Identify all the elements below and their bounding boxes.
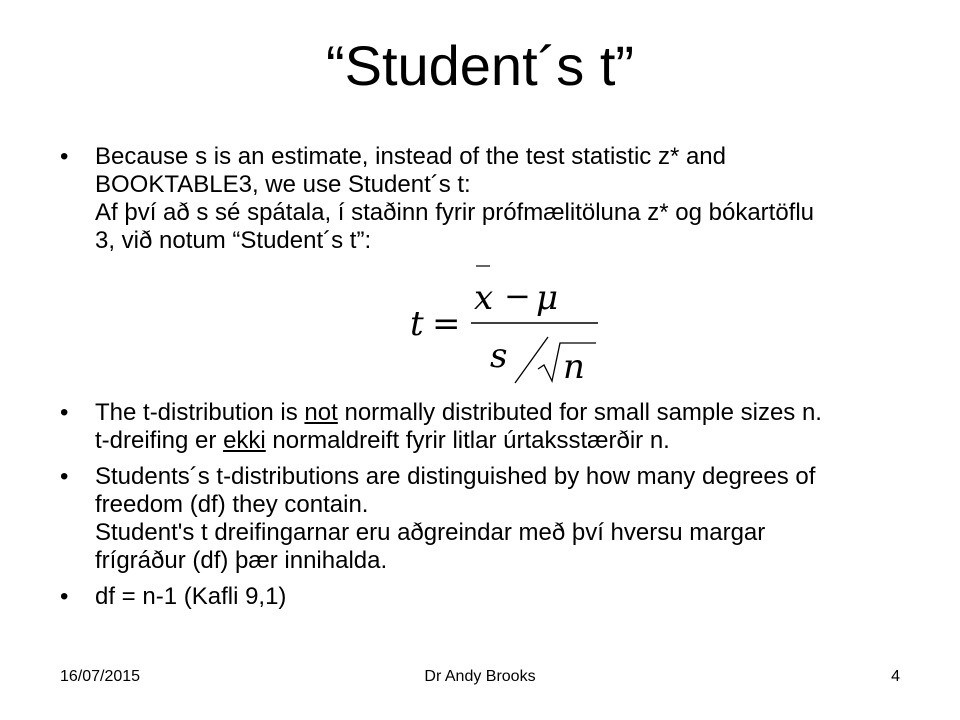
text-segment: The t-distribution is [95,399,305,426]
underlined-word: ekki [223,427,266,454]
bullet-text-line: Af því að s sé spátala, í staðinn fyrir prófmælitöluna z* og bókartöflu [95,199,815,226]
bullet-marker: • [60,463,69,490]
underlined-word: not [304,399,338,426]
bullet-item-degrees-of-freedom [60,463,920,575]
bullet-text-line: Because s is an estimate, instead of the test statistic z* and [95,143,726,170]
text-segment: normally distributed for small sample sizes n. [337,399,822,426]
bullet-marker: • [60,399,69,426]
formula-s: s [490,336,508,376]
formula-n: n [563,347,585,387]
bullet-text-line: BOOKTABLE3, we use Student´s t: [95,171,471,198]
text-segment: t-dreifing er [95,427,224,454]
bullet-marker: • [60,583,69,610]
bullet-text-line [95,399,920,427]
formula-minus: − [504,277,531,315]
bullet-item-df-formula [60,583,920,611]
formula-t: t [410,304,424,344]
formula-x: x [474,278,494,318]
t-statistic-formula [60,261,920,388]
formula-equals: = [432,304,461,344]
footer-page-number: 4 [891,668,900,685]
formula-graphic [408,261,608,388]
footer-date: 16/07/2015 [60,668,141,685]
footer-author: Dr Andy Brooks [424,668,536,685]
slide-body [60,143,920,611]
slash-divider [515,337,548,383]
formula-mu: μ [536,278,559,318]
bullet-text-line: Students´s t-distributions are distinguished by how many degrees of [95,463,816,490]
bullet-text-line [95,427,920,455]
text-segment: normaldreift fyrir litlar úrtaksstærðir n. [265,427,670,454]
slide-title: “Student´s t” [325,34,635,97]
bullet-text-line: Student's t dreifingarnar eru aðgreindar með því hversu margar [95,519,766,546]
bullet-text-line: 3, við notum “Student´s t”: [95,227,372,254]
bullet-item-student-t-definition [60,143,920,255]
bullet-item-not-normal [60,399,920,455]
bullet-text-line: df = n-1 (Kafli 9,1) [95,583,287,610]
bullet-text-line: freedom (df) they contain. [95,491,369,518]
bullet-marker: • [60,143,69,170]
bullet-text-line: frígráður (df) þær innihalda. [95,547,388,574]
